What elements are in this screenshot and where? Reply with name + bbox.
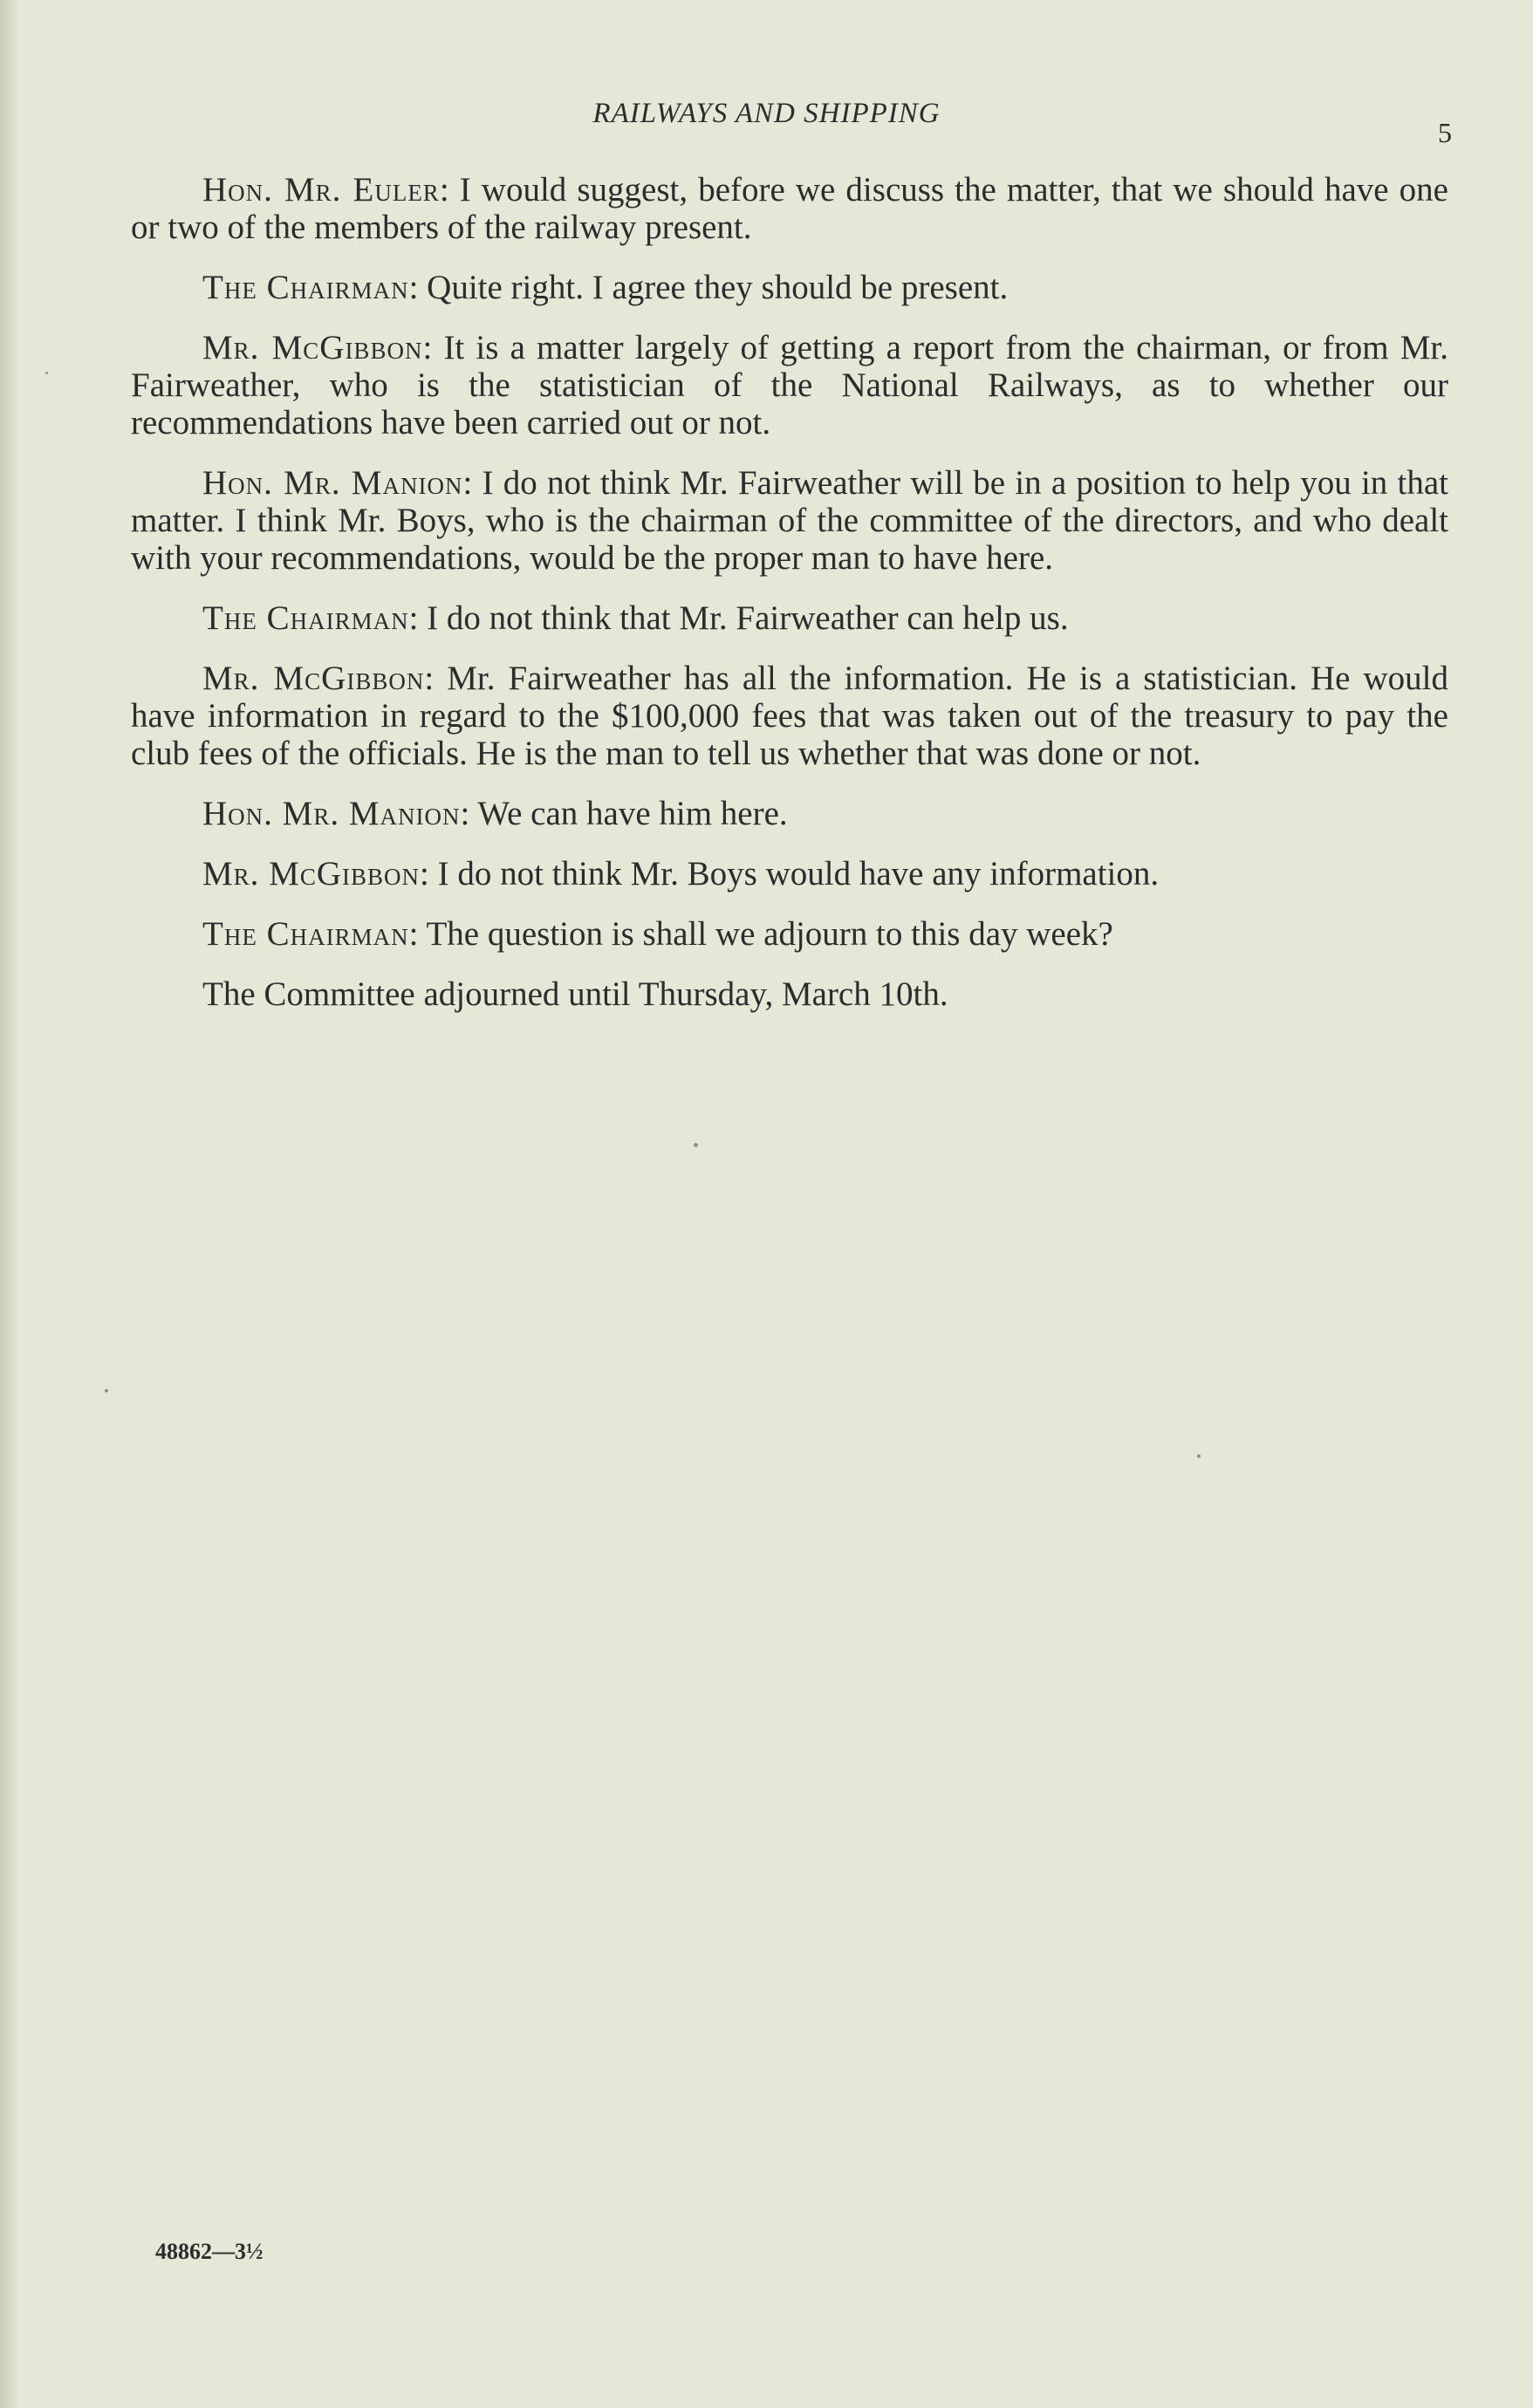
paragraph-5 [131, 599, 1448, 637]
speech-text: : I do not think that Mr. Fairweather can help us. [408, 599, 1069, 637]
paragraph-3 [131, 329, 1448, 441]
paragraph-6 [131, 660, 1448, 772]
paragraph-2 [131, 269, 1448, 306]
running-title: RAILWAYS AND SHIPPING [592, 98, 941, 129]
paper-speck [694, 1143, 698, 1147]
speaker-name: The Chairman [202, 915, 409, 953]
speech-text: : I do not think Mr. Boys would have any information. [420, 855, 1160, 893]
speaker-name: Hon. Mr. Manion [202, 795, 461, 832]
speaker-name: Mr. McGibbon [202, 660, 425, 697]
speaker-name: The Chairman [202, 599, 409, 637]
speech-text: : The question is shall we adjourn to this day week? [408, 915, 1113, 953]
page-edge-shadow [0, 0, 19, 2408]
speech-text: : I do not think Mr. Fairweather will be in a position to help you in that matter. I think Mr. Boys, who is the chairman of the committee of the directors, and who dealt with your recommendations, would be the proper man to have here. [131, 464, 1448, 577]
adjournment-note [131, 975, 1448, 1013]
transcript-body [131, 171, 1448, 1036]
speaker-name: Hon. Mr. Euler [202, 171, 440, 209]
paper-speck [1197, 1454, 1201, 1458]
speech-text: : It is a matter largely of getting a report from the chairman, or from Mr. Fairweather, who is the statistician of the National Railways, as to whether our recommendations have been carried out or not. [131, 329, 1448, 441]
speaker-name: The Chairman [202, 269, 409, 306]
paper-speck [105, 1389, 108, 1392]
paragraph-7 [131, 795, 1448, 832]
speaker-name: Mr. McGibbon [202, 329, 423, 366]
speech-text: : Quite right. I agree they should be present. [408, 269, 1009, 306]
printer-code: 48862—3½ [155, 2239, 263, 2264]
speaker-name: Hon. Mr. Manion [202, 464, 463, 502]
paragraph-9 [131, 915, 1448, 953]
speech-text: : We can have him here. [460, 795, 788, 832]
paragraph-4 [131, 464, 1448, 577]
speech-text: : Mr. Fairweather has all the information. He is a statistician. He would have information in regard to the $100,000 fees that was taken out of the treasury to pay the club fees of the officials. He is the man to tell us whether that was done or not. [131, 660, 1448, 772]
speech-text: : I would suggest, before we discuss the matter, that we should have one or two of the members of the railway present. [131, 171, 1448, 246]
paper-speck [45, 372, 48, 374]
paragraph-1 [131, 171, 1448, 246]
page-number: 5 [1438, 117, 1452, 148]
speaker-name: Mr. McGibbon [202, 855, 421, 893]
paragraph-8 [131, 855, 1448, 893]
speech-text: The Committee adjourned until Thursday, March 10th. [202, 975, 948, 1013]
